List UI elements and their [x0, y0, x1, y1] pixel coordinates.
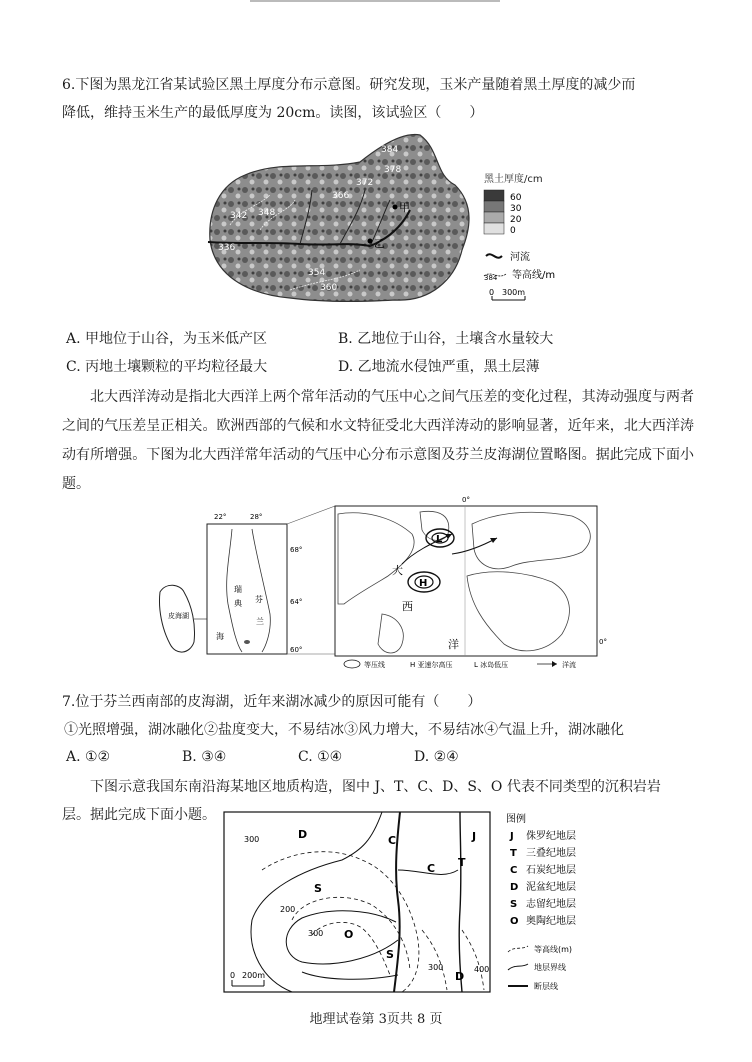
legend-contour-sample: 384: [484, 274, 498, 282]
geo-legend-code-j: J: [510, 831, 514, 842]
contour-378: 378: [384, 165, 402, 175]
geo-legend-code-o: O: [510, 916, 519, 927]
q7-option-b[interactable]: B. ③④: [182, 749, 227, 765]
contour-354: 354: [308, 268, 326, 278]
lat-60: 60°: [290, 646, 303, 654]
geo-legend-name-t: 三叠纪地层: [526, 848, 576, 859]
sweden-char-2: 典: [234, 599, 242, 608]
lon-22: 22°: [214, 513, 227, 521]
contour-384: 384: [381, 145, 399, 155]
geo-legend-name-o: 奥陶纪地层: [526, 916, 576, 927]
legend-river-label: 河流: [510, 252, 530, 263]
geology-map-frame: [224, 812, 490, 992]
label-d-east: D: [455, 970, 465, 983]
lon-28: 28°: [250, 513, 263, 521]
lat-68: 68°: [290, 546, 303, 554]
contour-342: 342: [230, 211, 248, 221]
contour-label-400: 400: [474, 965, 490, 974]
geo-legend-name-s: 志留纪地层: [526, 899, 576, 910]
geo-legend-code-s: S: [510, 899, 518, 910]
label-t: T: [458, 856, 466, 869]
geo-legend-name-d: 泥盆纪地层: [526, 882, 576, 893]
label-c-east: C: [427, 862, 436, 875]
geo-legend-title: 图例: [506, 814, 526, 825]
legend-swatch-30: [484, 201, 504, 212]
geology-map-figure: [222, 810, 632, 1004]
page-footer: 地理试卷第 3页共 8 页: [309, 1012, 443, 1027]
label-j: J: [472, 830, 477, 843]
point-yi-label: 乙: [374, 237, 385, 250]
ocean-char-1: 大: [392, 564, 403, 577]
q7-option-c[interactable]: C. ①④: [298, 749, 343, 765]
geo-scale-length: 200m: [242, 971, 266, 980]
sweden-char-1: 瑞: [234, 585, 242, 594]
legend-river-icon: [486, 254, 502, 257]
geo-legend-code-c: C: [510, 865, 518, 876]
point-jia-label: 甲: [399, 201, 410, 214]
scan-edge: [250, 0, 500, 2]
q7-items: ①光照增强，湖冰融化②盐度变大，不易结冰③风力增大，不易结冰④气温上升，湖冰融化: [64, 722, 624, 738]
geo-passage-line2: 层。据此完成下面小题。: [62, 807, 216, 823]
label-s-east: S: [386, 948, 394, 961]
inset-connector-top: [287, 506, 335, 524]
q6-option-d[interactable]: D. 乙地流水侵蚀严重，黑土层薄: [338, 359, 540, 375]
point-jia-marker: [393, 205, 398, 210]
map-area: [210, 134, 469, 301]
scale-zero: 0: [489, 288, 495, 297]
north-atlantic-figure: [152, 494, 652, 670]
q7-stem: 7.位于芬兰西南部的皮海湖，近年来湖冰减少的原因可能有（ ）: [62, 694, 482, 710]
q6-option-c[interactable]: C. 丙地土壤颗粒的平均粒径最大: [66, 359, 268, 375]
label-c-north: C: [388, 834, 397, 847]
q6-option-b[interactable]: B. 乙地位于山谷，土壤含水量较大: [338, 331, 554, 347]
legend-isobar: 等压线: [364, 661, 385, 669]
q6-stem-line2: 降低，维持玉米生产的最低厚度为 20cm。读图，该试验区（ ）: [62, 105, 484, 121]
contour-label-200: 200: [280, 905, 296, 914]
geo-legend-fault: 断层线: [534, 982, 558, 991]
contour-label-300-b: 300: [308, 929, 324, 938]
label-o: O: [344, 928, 354, 941]
geo-legend-boundary-icon: [508, 964, 528, 970]
contour-label-300-c: 300: [428, 963, 444, 972]
contour-348: 348: [258, 208, 276, 218]
geo-scale-zero: 0: [230, 971, 236, 980]
legend-isobar-icon: [344, 660, 360, 668]
q6-option-a[interactable]: A. 甲地位于山谷，为玉米低产区: [66, 331, 268, 347]
point-yi-marker: [368, 239, 373, 244]
q6-stem-line1: 6.下图为黑龙江省某试验区黑土厚度分布示意图。研究发现，玉米产量随着黑土厚度的减少而: [62, 77, 636, 93]
contour-372: 372: [356, 178, 374, 188]
legend-swatch-60: [484, 190, 504, 201]
legend-soil-title: 黑土厚度/cm: [484, 174, 543, 185]
finland-char-1: 芬: [255, 595, 263, 604]
lat-0: 0°: [599, 638, 607, 646]
q7-option-a[interactable]: A. ①②: [66, 749, 111, 765]
legend-current: 洋流: [562, 661, 576, 669]
contour-360: 360: [320, 283, 338, 293]
geo-legend-name-c: 石炭纪地层: [526, 865, 576, 876]
geo-legend-boundary: 地层界线: [534, 963, 566, 972]
geo-legend-code-d: D: [510, 882, 519, 893]
lat-64: 64°: [290, 598, 303, 606]
black-soil-map: [200, 130, 570, 310]
geo-passage-line1: 下图示意我国东南沿海某地区地质构造，图中 J、T、C、D、S、O 代表不同类型的沉积岩岩: [90, 779, 661, 795]
label-s-west: S: [314, 882, 322, 895]
high-pressure-label: H: [419, 578, 428, 589]
legend-current-arrowhead: [552, 661, 557, 667]
legend-contour-label: 等高线/m: [512, 270, 556, 281]
low-pressure-label: L: [436, 534, 443, 545]
contour-label-300-a: 300: [244, 835, 260, 844]
lake-marker: [244, 640, 250, 644]
legend-swatch-20: [484, 212, 504, 223]
ocean-char-2: 西: [402, 600, 413, 613]
scale-length: 300m: [502, 288, 526, 297]
finland-char-2: 兰: [256, 617, 264, 626]
label-d-north: D: [298, 828, 308, 841]
geo-legend-contour: 等高线(m): [534, 945, 573, 954]
contour-366: 366: [332, 191, 350, 201]
legend-value-60: 60: [510, 193, 522, 203]
geo-legend-name-j: 侏罗纪地层: [526, 831, 576, 842]
lake-label: 皮海湖: [168, 612, 189, 620]
gulf-char: 海: [216, 632, 224, 641]
geo-legend-contour-icon: [508, 946, 528, 952]
legend-value-30: 30: [510, 204, 522, 214]
legend-low: L 冰岛低压: [474, 661, 509, 669]
ocean-char-3: 洋: [448, 638, 459, 651]
lon-0: 0°: [462, 496, 470, 504]
legend-swatch-0: [484, 223, 504, 234]
legend-value-0: 0: [510, 226, 516, 236]
legend-high: H 亚速尔高压: [410, 661, 453, 669]
legend-value-20: 20: [510, 215, 522, 225]
contour-336: 336: [218, 243, 236, 253]
q7-option-d[interactable]: D. ②④: [414, 749, 459, 765]
geo-legend-code-t: T: [510, 848, 517, 859]
nao-passage: 北大西洋涛动是指北大西洋上两个常年活动的气压中心之间气压差的变化过程，其涛动强度与两者之间的气压差呈正相关。欧洲西部的气候和水文特征受北大西洋涛动的影响显著，近年来，北大西洋涛动有所增强。下图为北大西洋常年活动的气压中心分布示意图及芬兰皮海湖位置略图。据此完成下面小题。: [62, 389, 694, 492]
